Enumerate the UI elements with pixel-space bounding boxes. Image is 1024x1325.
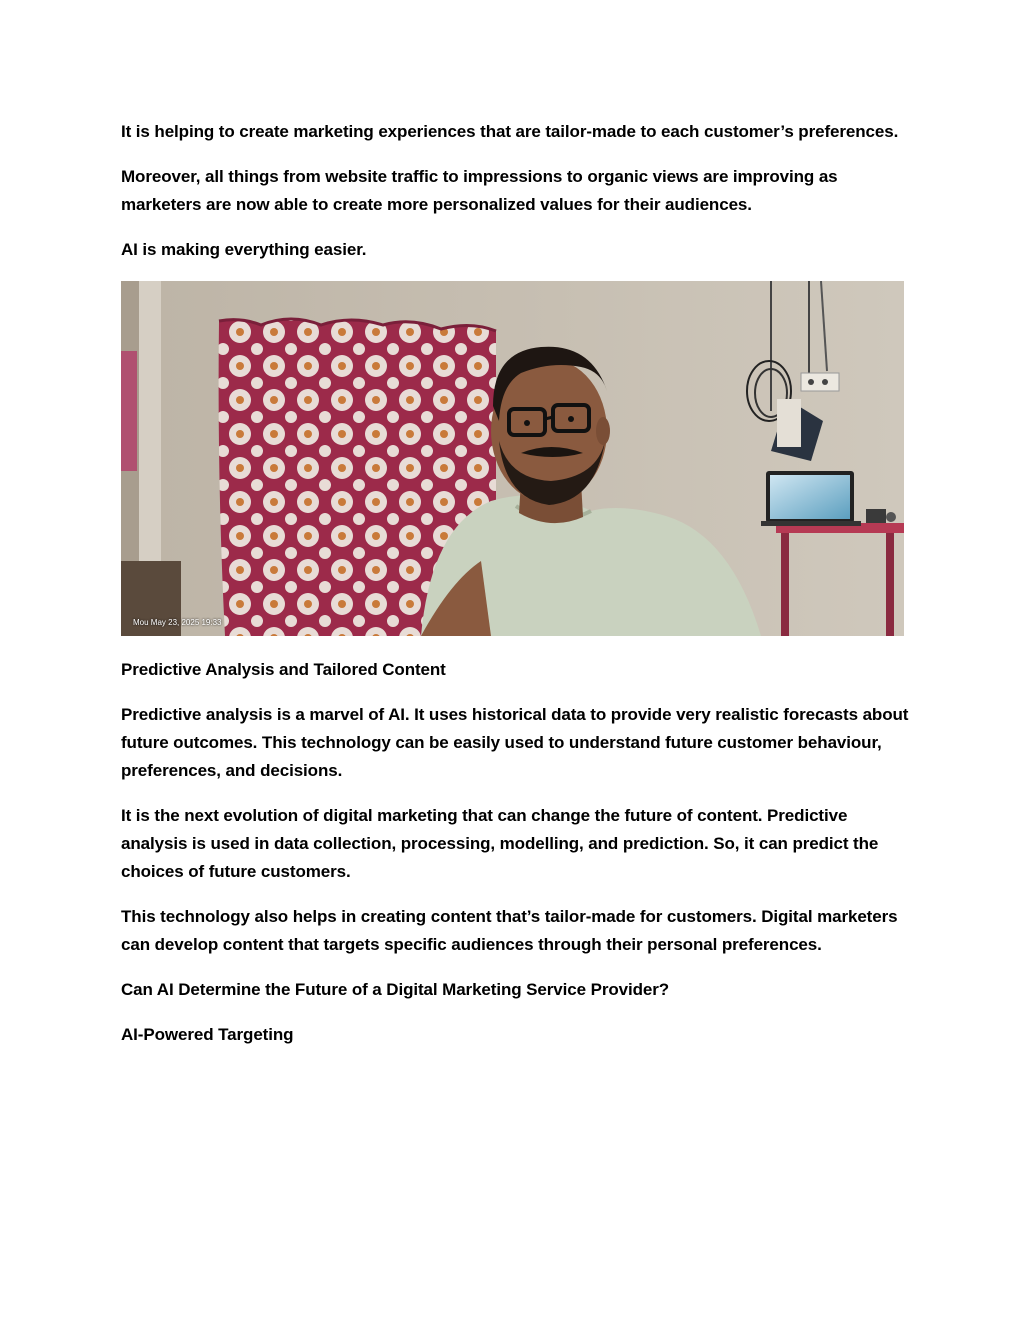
paragraph-ai-easier: AI is making everything easier.: [121, 240, 367, 259]
paragraph-moreover: Moreover, all things from website traffic to impressions to organic views are improving as marketers are now able to create more personalized values for their audiences.: [121, 167, 838, 214]
photo-timestamp: Mou May 23, 2025 19:33: [133, 618, 222, 627]
heading-predictive-analysis: Predictive Analysis and Tailored Content: [121, 660, 446, 679]
paragraph-next-evolution: It is the next evolution of digital marketing that can change the future of content. Predictive analysis is used in data collection, processing, modelling, and prediction. So, it can predict the choices of future customers.: [121, 806, 879, 881]
heading-ai-powered-targeting: AI-Powered Targeting: [121, 1025, 294, 1044]
photo-man-in-room: [121, 281, 904, 636]
document-page: [121, 118, 911, 1066]
paragraph-predictive-marvel: Predictive analysis is a marvel of AI. It uses historical data to provide very realistic forecasts about future outcomes. This technology can be easily used to understand future customer behaviour, preferences, and decisions.: [121, 705, 909, 780]
paragraph-tailor-made: It is helping to create marketing experiences that are tailor-made to each customer’s preferences.: [121, 122, 899, 141]
paragraph-tailor-made-content: This technology also helps in creating content that’s tailor-made for customers. Digital marketers can develop content that targets specific audiences through their personal preferences.: [121, 907, 898, 954]
heading-can-ai-determine: Can AI Determine the Future of a Digital Marketing Service Provider?: [121, 980, 670, 999]
